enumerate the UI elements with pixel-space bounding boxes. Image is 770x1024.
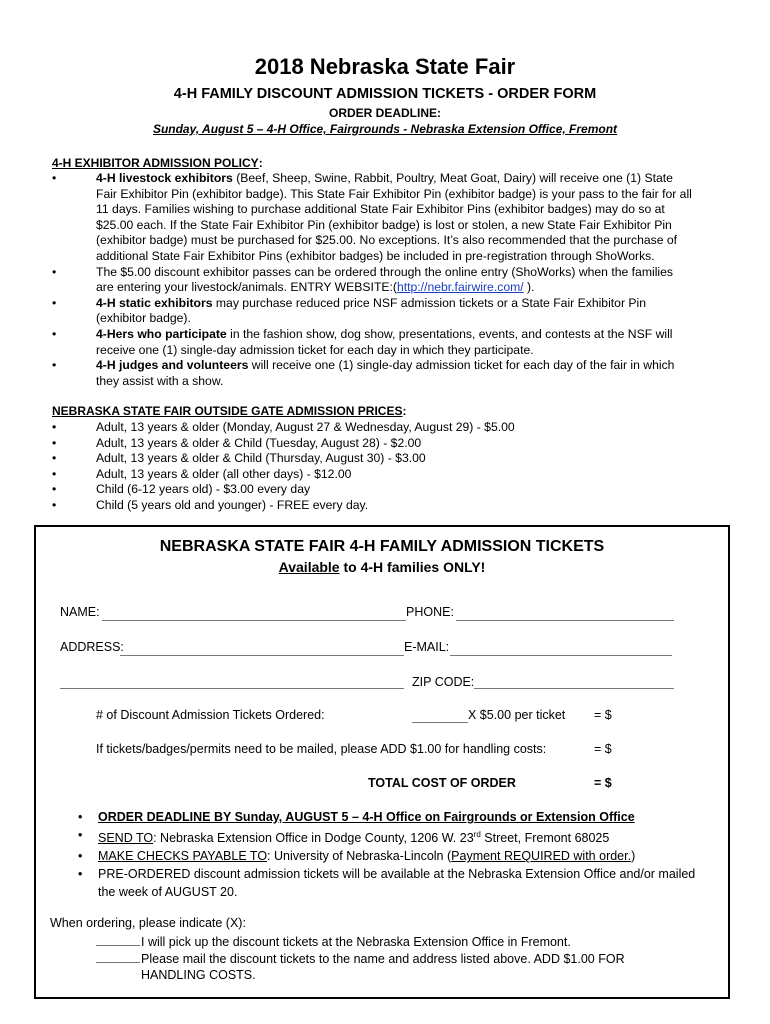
page-title: 2018 Nebraska State Fair xyxy=(254,54,516,79)
list-item: • Child (6-12 years old) - $3.00 every day xyxy=(52,482,311,497)
list-item: • SEND TO: Nebraska Extension Office in Dodge County, 1206 W. 23rd Street, Fremont 68025 xyxy=(78,828,610,846)
deadline-text: Sunday, August 5 – 4-H Office, Fairgrounds - Nebraska Extension Office, Fremont xyxy=(152,122,618,136)
order-instructions-list xyxy=(78,808,698,901)
gate-prices-list xyxy=(52,420,692,514)
bullet-icon: • xyxy=(52,451,57,466)
list-item: • The $5.00 discount exhibitor passes can be ordered through the online entry (ShoWorks) when the families are entering your livestock/animals. ENTRY WEBSITE:(http://nebr.fairwire.com/ ). xyxy=(52,264,673,295)
bullet-icon: • xyxy=(52,497,57,512)
list-item: • MAKE CHECKS PAYABLE TO: University of Nebraska-Lincoln (Payment REQUIRED with order.) xyxy=(78,849,636,864)
bullet-icon: • xyxy=(52,482,57,497)
bullet-icon: • xyxy=(52,420,57,434)
entry-website-link[interactable]: http://nebr.fairwire.com/ xyxy=(396,280,524,295)
pickup-option: I will pick up the discount tickets at the Nebraska Extension Office in Fremont. xyxy=(96,933,571,950)
bullet-icon: • xyxy=(78,828,83,842)
tickets-quantity-field[interactable] xyxy=(412,722,468,723)
bullet-icon: • xyxy=(78,867,83,882)
list-item: • Adult, 13 years & older & Child (Tuesday, August 28) - $2.00 xyxy=(52,435,422,450)
list-item: • Adult, 13 years & older & Child (Thursday, August 30) - $3.00 xyxy=(52,451,426,466)
bullet-icon: • xyxy=(52,264,57,279)
bullet-icon: • xyxy=(52,326,57,341)
indicate-label: When ordering, please indicate (X): xyxy=(50,916,246,930)
address-field[interactable] xyxy=(120,655,404,656)
bullet-icon: • xyxy=(52,466,57,481)
email-label: E-MAIL: xyxy=(404,640,450,654)
list-item: • Adult, 13 years & older (all other days) - $12.00 xyxy=(52,466,352,481)
name-label: NAME: xyxy=(60,605,100,619)
total-cost-label: TOTAL COST OF ORDER xyxy=(368,776,516,790)
zip-field[interactable] xyxy=(474,688,674,689)
list-item: • 4-H judges and volunteers will receive one (1) single-day admission ticket for each day of the fair in which they assist with a show. xyxy=(52,358,675,388)
policy-list xyxy=(52,171,692,389)
list-item: • Child (5 years old and younger) - FREE every day. xyxy=(52,497,369,512)
order-form-box xyxy=(34,525,730,999)
bullet-icon: • xyxy=(78,810,83,824)
order-form-title: NEBRASKA STATE FAIR 4-H FAMILY ADMISSION TICKETS xyxy=(159,538,605,555)
mail-checkbox[interactable] xyxy=(96,950,140,963)
list-item: • 4-Hers who participate in the fashion show, dog show, presentations, events, and contests at the NSF will receive one (1) single-day admission ticket for each day in which they participate. xyxy=(52,326,673,357)
bullet-icon: • xyxy=(52,358,57,373)
list-item: • 4-H livestock exhibitors (Beef, Sheep, Swine, Rabbit, Poultry, Meat Goat, Dairy) will receive one (1) State Fair Exhibitor Pin (exhibitor badge). This State Fair Exhibitor Pin (exhibitor badge) is your pass to the fair for all 11 days. Families wishing to purchase additional State Fair Exhibitor Pins (exhibitor badges) may do so at $25.00 each. If the State Fair Exhibitor Pin (exhibitor badge) is lost or stolen, a new State Fair Exhibitor Pin (exhibitor badge) must be purchased for $25.00. No exceptions. It’s also recommended that the purchase of additional State Fair Exhibitor Pins (exhibitor badges) be included in pre-registration through ShoWorks. xyxy=(52,171,692,263)
form-subtitle: 4-H FAMILY DISCOUNT ADMISSION TICKETS - ORDER FORM xyxy=(173,86,597,102)
bullet-icon: • xyxy=(52,435,57,450)
tickets-total-field[interactable]: = $ xyxy=(594,708,612,722)
name-field[interactable] xyxy=(102,620,406,621)
order-form-subtitle: Available to 4-H families ONLY! xyxy=(278,559,486,575)
total-cost-field[interactable]: = $ xyxy=(594,776,612,790)
pickup-checkbox[interactable] xyxy=(96,933,140,946)
zip-label: ZIP CODE: xyxy=(412,675,475,689)
bullet-icon: • xyxy=(78,849,83,864)
address-label: ADDRESS: xyxy=(60,640,124,654)
handling-total-field[interactable]: = $ xyxy=(594,742,612,756)
phone-label: PHONE: xyxy=(406,605,454,619)
list-item: • PRE-ORDERED discount admission tickets will be available at the Nebraska Extension Office and/or mailed the week of AUGUST 20. xyxy=(78,867,696,900)
list-item: • ORDER DEADLINE BY Sunday, AUGUST 5 – 4-H Office on Fairgrounds or Extension Office xyxy=(78,810,635,824)
gate-prices-heading: NEBRASKA STATE FAIR OUTSIDE GATE ADMISSION PRICES: xyxy=(52,404,407,418)
tickets-ordered-label: # of Discount Admission Tickets Ordered: xyxy=(96,708,325,722)
mail-option-continued: HANDLING COSTS. xyxy=(141,968,256,982)
bullet-icon: • xyxy=(52,295,57,310)
bullet-icon: • xyxy=(52,171,57,185)
city-field[interactable] xyxy=(60,688,404,689)
mail-handling-label: If tickets/badges/permits need to be mailed, please ADD $1.00 for handling costs: xyxy=(96,742,547,756)
policy-heading: 4-H EXHIBITOR ADMISSION POLICY: xyxy=(52,156,263,170)
list-item: • 4-H static exhibitors may purchase reduced price NSF admission tickets or a State Fair Exhibitor Pin (exhibitor badge). xyxy=(52,295,647,326)
price-per-ticket-label: X $5.00 per ticket xyxy=(468,708,566,722)
list-item: • Adult, 13 years & older (Monday, August 27 & Wednesday, August 29) - $5.00 xyxy=(52,420,515,434)
deadline-label: ORDER DEADLINE: xyxy=(328,106,441,120)
phone-field[interactable] xyxy=(456,620,674,621)
mail-option: Please mail the discount tickets to the name and address listed above. ADD $1.00 FOR xyxy=(96,950,625,967)
email-field[interactable] xyxy=(450,655,672,656)
